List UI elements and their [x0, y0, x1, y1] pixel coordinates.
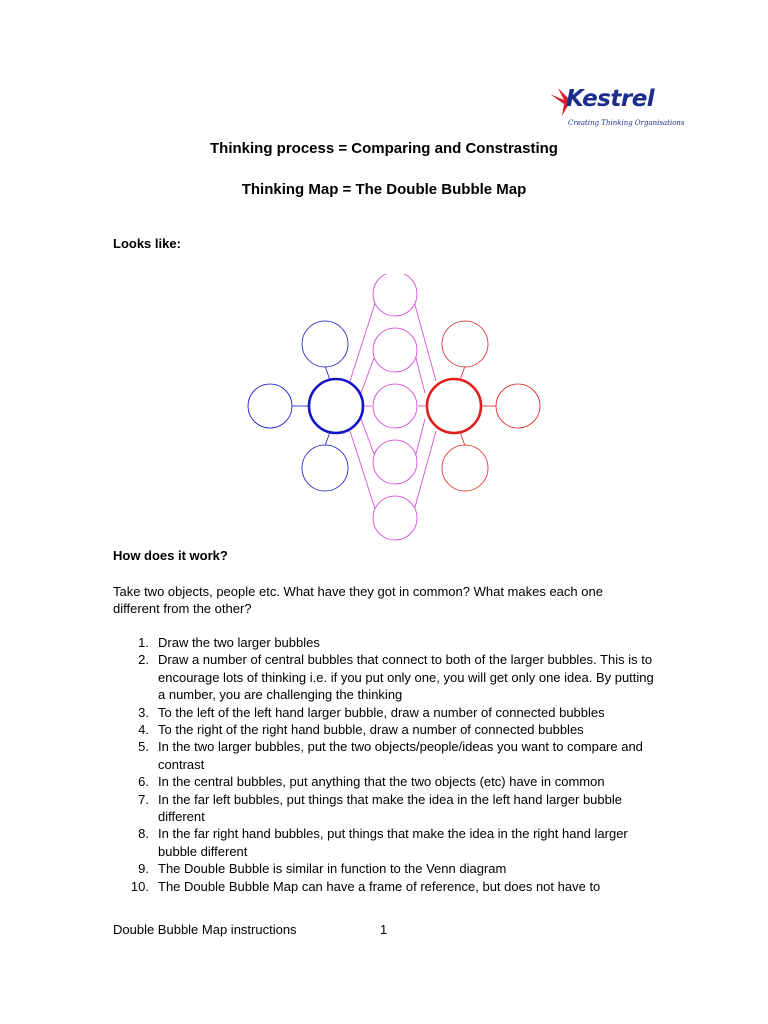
bubble-right-bottom: [442, 445, 488, 491]
double-bubble-map-diagram: [244, 274, 544, 542]
list-item: 9. The Double Bubble is similar in function to the Venn diagram: [138, 861, 507, 877]
instruction-steps-list: [113, 634, 663, 895]
list-item: 10. The Double Bubble Map can have a frame of reference, but does not have to: [130, 878, 601, 894]
large-bubble-right: [427, 379, 481, 433]
logo-tagline: Creating Thinking Organisations: [568, 119, 685, 127]
bubble-center-4: [373, 440, 417, 484]
looks-like-label: Looks like:: [113, 236, 181, 251]
large-bubble-left: [309, 379, 363, 433]
bubble-left-bottom: [302, 445, 348, 491]
list-item: 1. Draw the two larger bubbles: [138, 635, 320, 650]
footer-page-number: 1: [380, 922, 388, 937]
bubble-center-2: [373, 328, 417, 372]
list-item: 4. To the right of the right hand bubble, draw a number of connected bubbles: [138, 722, 584, 738]
central-bubbles: [373, 274, 417, 540]
bubble-left-middle: [248, 384, 292, 428]
bubble-right-top: [442, 321, 488, 367]
list-item: 5. In the two larger bubbles, put the two objects/people/ideas you want to compare and contrast: [138, 739, 643, 772]
intro-paragraph: Take two objects, people etc. What have they got in common? What makes each one different from the other?: [113, 584, 603, 616]
bubble-center-5: [373, 496, 417, 540]
thinking-process-title: Thinking process = Comparing and Constrasting: [210, 140, 558, 157]
list-item: 6. In the central bubbles, put anything that the two objects (etc) have in common: [138, 774, 605, 790]
how-does-it-work-label: How does it work?: [113, 548, 228, 563]
list-item: 7. In the far left bubbles, put things that make the idea in the left hand larger bubble different: [138, 791, 622, 825]
footer-document-title: Double Bubble Map instructions: [113, 922, 297, 937]
bubble-left-top: [302, 321, 348, 367]
list-item: 2. Draw a number of central bubbles that connect to both of the larger bubbles. This is to encourage lots of thinking i.e. if you put only one, you will get only one idea. By putting a number, you are challenging the thinking: [138, 652, 654, 703]
logo-wordmark: Kestrel: [566, 86, 655, 112]
bubble-center-3: [373, 384, 417, 428]
kestrel-logo: [548, 86, 685, 136]
bubble-right-middle: [496, 384, 540, 428]
bubble-center-1: [373, 274, 417, 316]
thinking-map-title: Thinking Map = The Double Bubble Map: [241, 181, 527, 198]
list-item: 3. To the left of the left hand larger bubble, draw a number of connected bubbles: [138, 704, 605, 720]
list-item: 8. In the far right hand bubbles, put things that make the idea in the right hand larger bubble different: [138, 826, 628, 859]
